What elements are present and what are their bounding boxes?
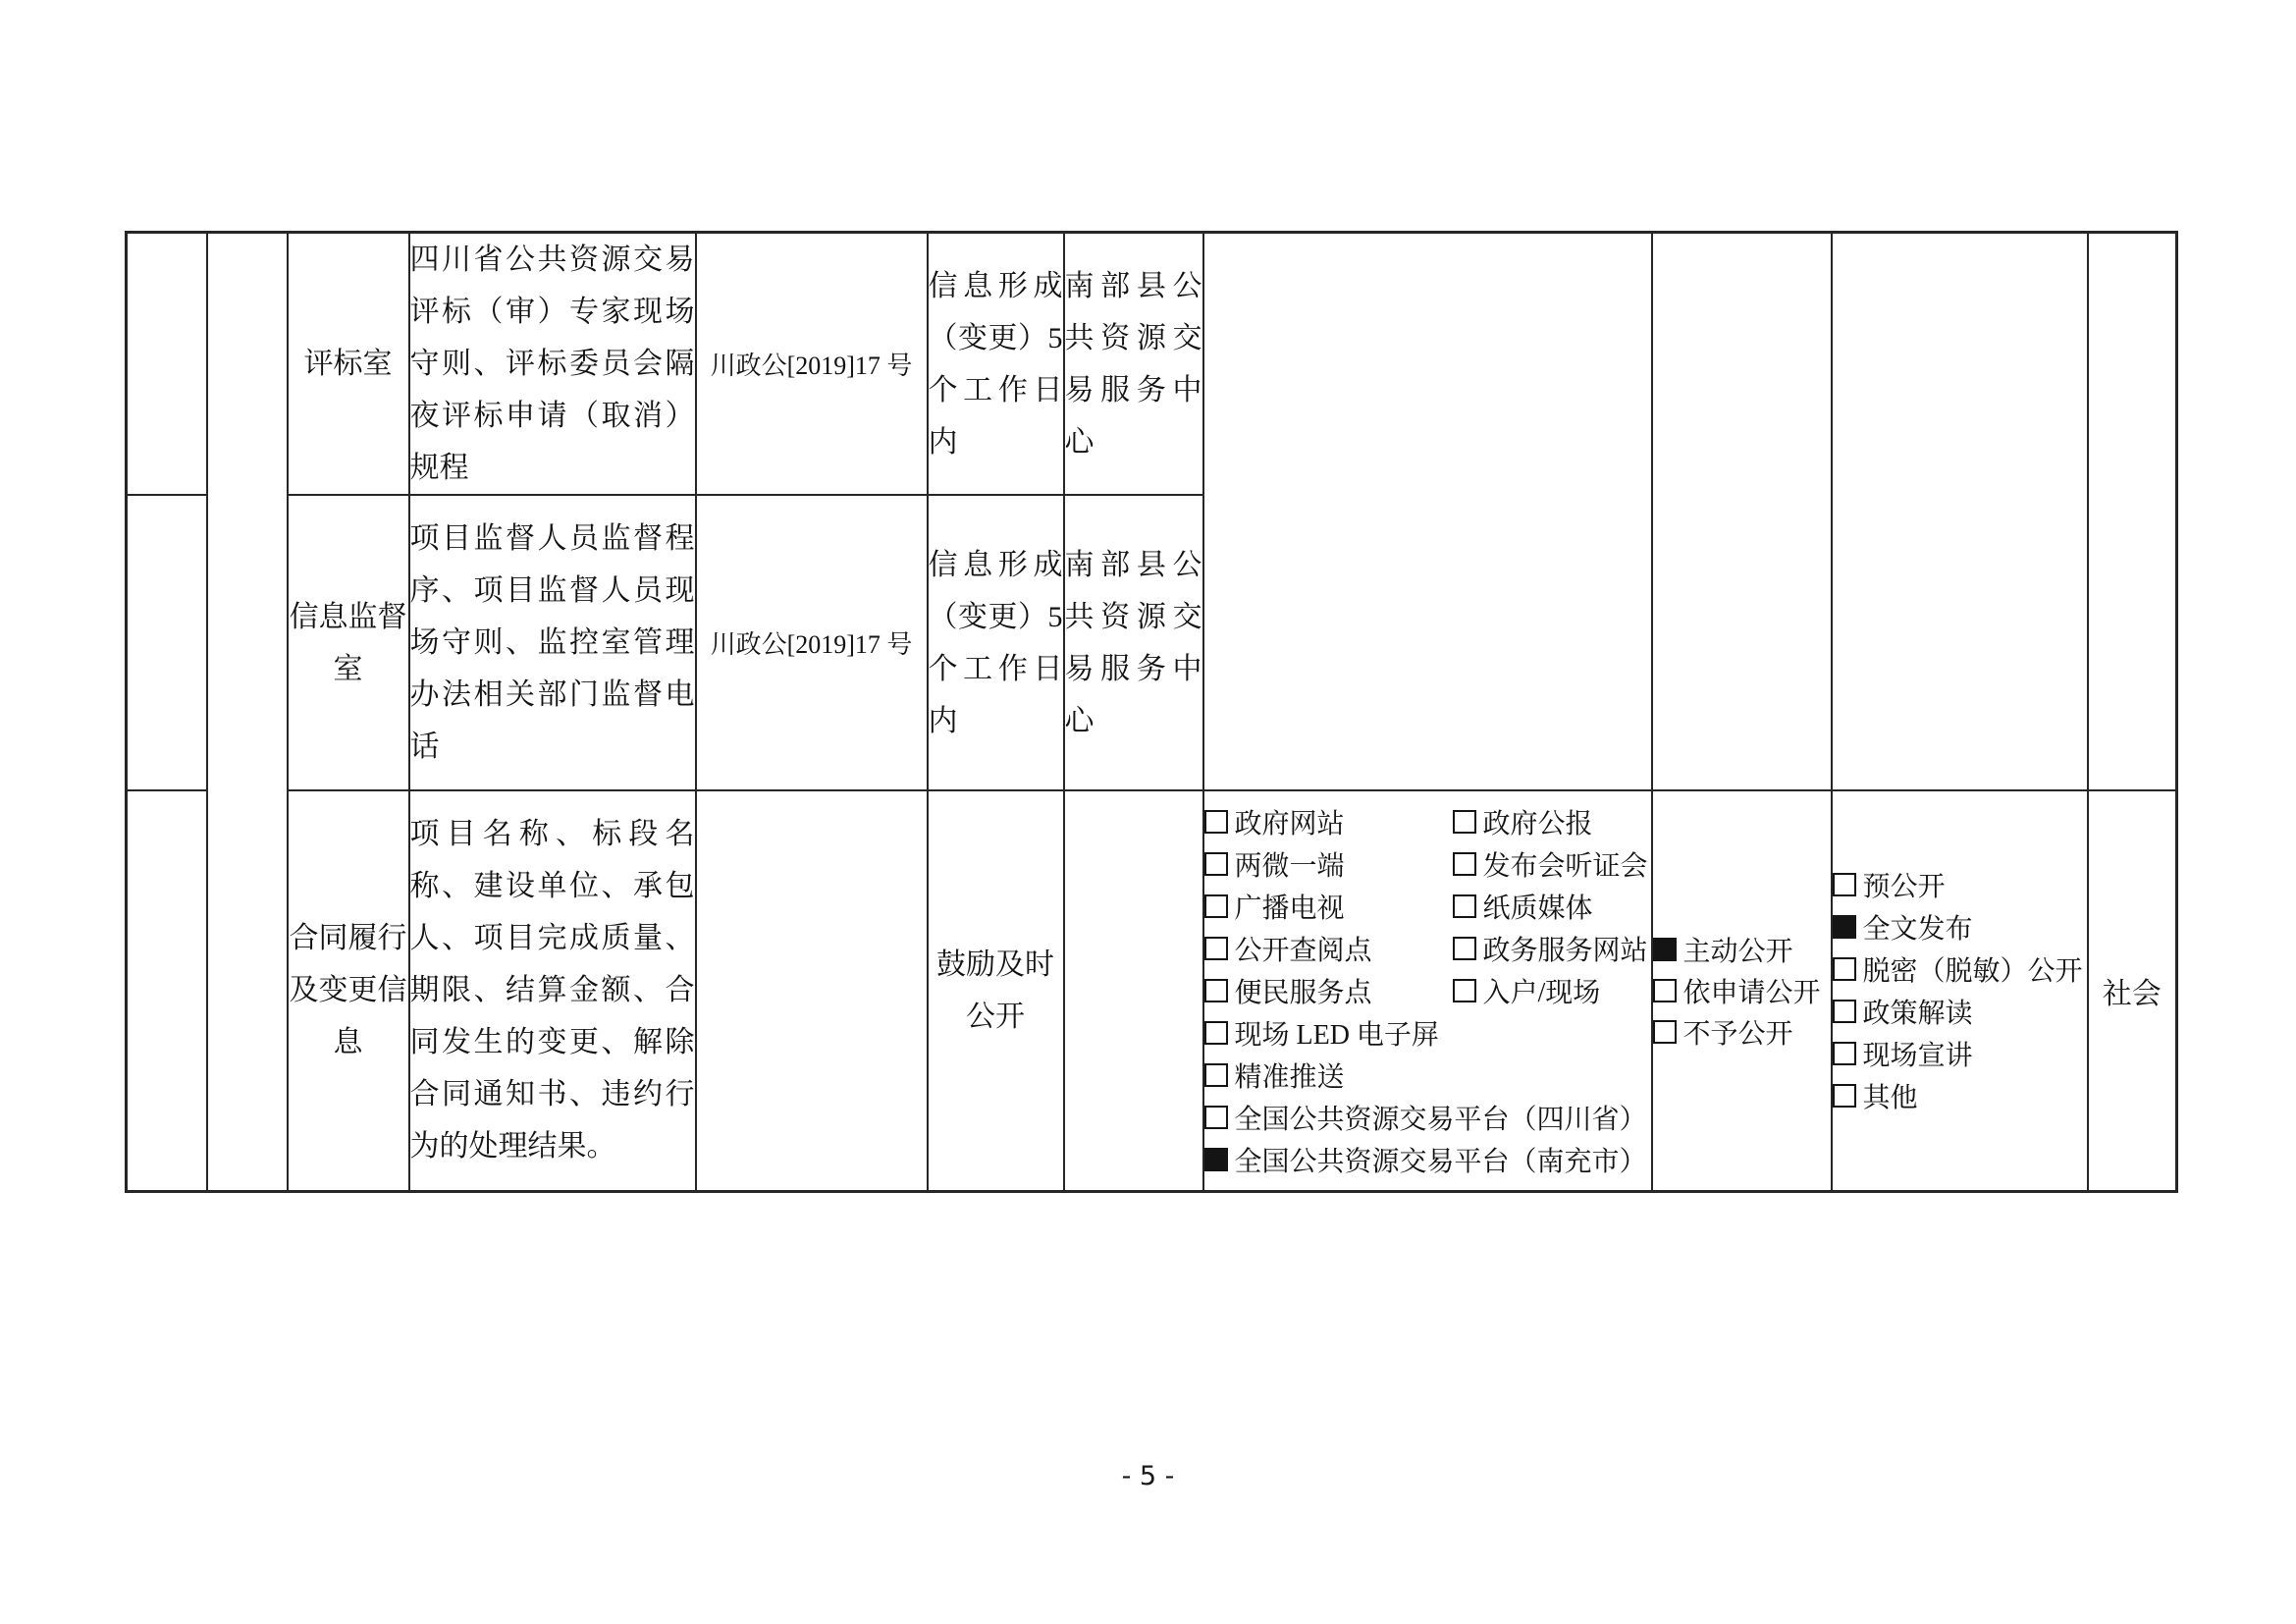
unchecked-checkbox-icon [1833, 1084, 1856, 1108]
basis-cell [696, 233, 928, 496]
disclosure-table [125, 231, 2178, 1193]
checkbox-option [1453, 971, 1601, 1010]
checkbox-option [1453, 844, 1648, 884]
disclosure-types-cell [1652, 790, 1832, 1191]
content-cell [409, 495, 696, 790]
checkbox-label: 公开查阅点 [1234, 935, 1372, 966]
checkbox-line [1833, 864, 2087, 906]
content-cell [409, 233, 696, 496]
deadline-cell [928, 790, 1064, 1191]
checkbox-label: 发布会听证会 [1482, 850, 1648, 882]
checkbox-label: 依申请公开 [1682, 977, 1821, 1008]
spacer-cell-merged [207, 233, 288, 1192]
content-text: 四川省公共资源交易评标（审）专家现场守则、评标委员会隔夜评标申请（取消）规程 [409, 244, 695, 484]
checkbox-option [1204, 844, 1453, 884]
content-text: 项目名称、标段名称、建设单位、承包人、项目完成质量、期限、结算金额、合同发生的变更、解除合同通知书、违约行为的处理结果。 [409, 818, 695, 1164]
disclosure-methods-cell [1832, 790, 2088, 1191]
department-cell [288, 233, 409, 496]
checkbox-label: 脱密（脱敏）公开 [1862, 956, 2083, 988]
checkbox-option [1833, 865, 1946, 904]
department-cell [288, 495, 409, 790]
audience-cell [2088, 790, 2177, 1191]
unchecked-checkbox-icon [1204, 1106, 1228, 1129]
unchecked-checkbox-icon [1833, 1000, 1856, 1023]
public-channels-cell [1203, 790, 1652, 1191]
checkbox-option [1204, 802, 1453, 841]
checkbox-label: 全国公共资源交易平台（南充市） [1234, 1146, 1647, 1177]
checkbox-option [1453, 887, 1593, 926]
unchecked-checkbox-icon [1204, 1063, 1228, 1087]
checkbox-line [1833, 1033, 2087, 1075]
deadline-text: 信息形成（变更）5个工作日内 [928, 269, 1063, 459]
checkbox-option [1653, 930, 1793, 969]
checkbox-label: 预公开 [1862, 872, 1946, 903]
checkbox-line [1653, 1011, 1831, 1053]
channel-cell [1064, 233, 1203, 496]
channel-text: 南部县公共资源交易服务中心 [1064, 548, 1202, 737]
checkbox-label: 主动公开 [1682, 936, 1793, 967]
checkbox-label: 现场 LED 电子屏 [1234, 1019, 1439, 1051]
checkbox-label: 不予公开 [1682, 1018, 1793, 1050]
checkbox-option [1833, 1076, 1918, 1115]
checkbox-label: 政府网站 [1234, 808, 1345, 839]
spacer-cell [127, 495, 207, 790]
checkbox-line [1204, 1011, 1651, 1054]
checkbox-line [1653, 929, 1831, 970]
checkbox-label: 广播电视 [1234, 893, 1345, 924]
audience-label: 社会 [2102, 977, 2162, 1010]
checkbox-label: 现场宣讲 [1862, 1041, 1973, 1072]
unchecked-checkbox-icon [1453, 894, 1476, 918]
unchecked-checkbox-icon [1453, 979, 1476, 1002]
empty-cell [1652, 233, 1832, 791]
unchecked-checkbox-icon [1204, 852, 1228, 876]
checkbox-label: 政策解读 [1862, 999, 1973, 1030]
checked-checkbox-icon [1833, 915, 1856, 939]
unchecked-checkbox-icon [1453, 852, 1476, 876]
checkbox-option [1204, 929, 1453, 968]
checkbox-label: 纸质媒体 [1482, 893, 1593, 924]
checkbox-label: 两微一端 [1234, 850, 1345, 882]
checkbox-option [1833, 907, 1973, 947]
checkbox-option [1204, 1056, 1345, 1095]
checkbox-label: 其他 [1862, 1083, 1918, 1114]
checkbox-option [1833, 992, 1973, 1031]
checked-checkbox-icon [1204, 1148, 1228, 1171]
checkbox-label: 政务服务网站 [1482, 935, 1648, 966]
unchecked-checkbox-icon [1833, 957, 1856, 981]
checkbox-line [1833, 948, 2087, 991]
checked-checkbox-icon [1653, 938, 1677, 961]
checkbox-line [1204, 927, 1651, 969]
checkbox-option [1204, 1140, 1647, 1179]
checkbox-option [1453, 802, 1593, 841]
checkbox-option [1204, 971, 1453, 1010]
deadline-text: 鼓励及时公开 [936, 947, 1054, 1033]
checkbox-line [1204, 842, 1651, 885]
checkbox-option [1204, 1098, 1647, 1137]
basis-cell [696, 495, 928, 790]
checkbox-line [1204, 1138, 1651, 1180]
deadline-cell [928, 495, 1064, 790]
department-label: 评标室 [303, 348, 393, 380]
checkbox-option [1833, 1034, 1973, 1073]
checkbox-line [1653, 970, 1831, 1011]
unchecked-checkbox-icon [1204, 894, 1228, 918]
department-label: 信息监督室 [289, 600, 407, 685]
deadline-cell [928, 233, 1064, 496]
checkbox-option [1833, 949, 2083, 989]
checkbox-option [1453, 929, 1648, 968]
unchecked-checkbox-icon [1453, 937, 1476, 960]
unchecked-checkbox-icon [1204, 937, 1228, 960]
empty-cell [1064, 790, 1203, 1191]
unchecked-checkbox-icon [1453, 810, 1476, 834]
department-cell [288, 790, 409, 1191]
department-label: 合同履行及变更信息 [289, 922, 407, 1059]
checkbox-option [1653, 1012, 1793, 1052]
checkbox-line [1833, 1075, 2087, 1117]
channel-cell [1064, 495, 1203, 790]
table-row [127, 233, 2177, 496]
checkbox-label: 全文发布 [1862, 914, 1973, 946]
checkbox-line [1204, 1096, 1651, 1138]
checkbox-line [1833, 906, 2087, 948]
unchecked-checkbox-icon [1833, 1042, 1856, 1065]
empty-cell [2088, 233, 2177, 791]
unchecked-checkbox-icon [1653, 979, 1677, 1002]
checkbox-label: 政府公报 [1482, 808, 1593, 839]
empty-cell [696, 790, 928, 1191]
content-text: 项目监督人员监督程序、项目监督人员现场守则、监控室管理办法相关部门监督电话 [409, 522, 695, 763]
unchecked-checkbox-icon [1204, 1021, 1228, 1045]
page-number: - 5 - [1121, 1461, 1175, 1491]
table-row [127, 790, 2177, 1191]
checkbox-line [1204, 969, 1651, 1011]
basis-text: 川政公[2019]17 号 [710, 352, 913, 380]
checkbox-option [1204, 1013, 1439, 1053]
checkbox-label: 便民服务点 [1234, 977, 1372, 1008]
channel-text: 南部县公共资源交易服务中心 [1064, 269, 1202, 459]
empty-cell [1832, 233, 2088, 791]
checkbox-line [1204, 1054, 1651, 1096]
spacer-cell [127, 233, 207, 496]
checkbox-label: 精准推送 [1234, 1061, 1345, 1093]
checkbox-label: 全国公共资源交易平台（四川省） [1234, 1104, 1647, 1135]
checkbox-option [1204, 887, 1453, 926]
checkbox-label: 入户/现场 [1482, 977, 1601, 1008]
checkbox-line [1204, 885, 1651, 927]
checkbox-option [1653, 971, 1821, 1010]
checkbox-line [1833, 991, 2087, 1033]
empty-cell [1203, 233, 1652, 791]
checkbox-line [1204, 800, 1651, 842]
deadline-text: 信息形成（变更）5个工作日内 [928, 548, 1063, 737]
unchecked-checkbox-icon [1204, 979, 1228, 1002]
unchecked-checkbox-icon [1204, 810, 1228, 834]
content-cell [409, 790, 696, 1191]
spacer-cell [127, 790, 207, 1191]
unchecked-checkbox-icon [1833, 873, 1856, 896]
unchecked-checkbox-icon [1653, 1020, 1677, 1044]
basis-text: 川政公[2019]17 号 [710, 630, 913, 659]
